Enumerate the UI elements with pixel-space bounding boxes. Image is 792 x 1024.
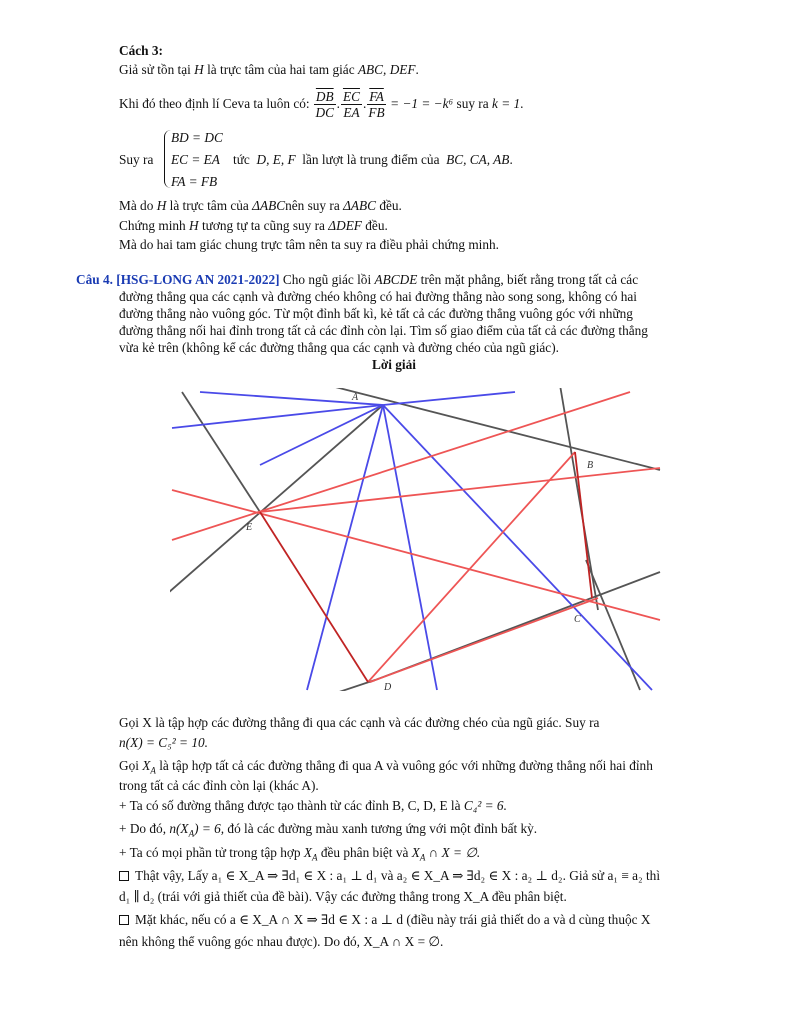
sol-line5: + Ta có số đường thẳng được tạo thành từ các đỉnh B, C, D, E là C₄² = 6. — [119, 798, 507, 813]
method3-title: Cách 3: — [119, 43, 163, 58]
question4-line3: đường thẳng nào vuông góc. Từ một đỉnh bất kì, kẻ tất cả các đường thẳng vuông góc với những — [119, 306, 633, 321]
system-conclusion: tức D, E, F lần lượt là trung điểm của BC, CA, AB. — [233, 152, 513, 167]
blue-line-1 — [172, 405, 383, 428]
sol-line6: + Do đó, $n(X_A) = 6$, đó là các đường màu xanh tương ứng với một đỉnh bất kỳ. — [119, 821, 538, 839]
system-brace — [164, 130, 171, 188]
bullet-box-icon — [119, 871, 129, 881]
red-line-5 — [370, 598, 598, 682]
question4-line1: Câu 4. [HSG-LONG AN 2021-2022] Cho ngũ giác lồi ABCDE trên mặt phẳng, biết rằng trong tất cả các — [76, 272, 639, 287]
method3-system-label: Suy ra — [119, 152, 154, 167]
sol-line1: Gọi X là tập hợp các đường thẳng đi qua các cạnh và các đường chéo của ngũ giác. Suy ra — [119, 715, 600, 730]
sol-line10: Mặt khác, nếu có a ∈ X_A ∩ X ⇒ ∃d ∈ X : a ⊥ d (điều này trái giả thiết do a và d cùng thuộc X — [119, 912, 650, 928]
method3-line6: Mà do hai tam giác chung trực tâm nên ta suy ra điều phải chứng minh. — [119, 237, 499, 252]
method3-line1: Giả sử tồn tại H là trực tâm của hai tam giác ABC, DEF. — [119, 62, 419, 77]
bullet-box-icon — [119, 915, 129, 925]
system-eq3: FA = FB — [171, 174, 218, 189]
blue-line-7 — [260, 405, 383, 465]
method3-line5: Chứng minh H tương tự ta cũng suy ra ΔDEF đều. — [119, 218, 388, 233]
solution-title: Lời giải — [372, 357, 416, 372]
pentagon-figure — [170, 388, 661, 691]
question4-line4: đường thẳng nối hai đỉnh trong tất cả các đỉnh còn lại. Tìm số giao điểm của tất cả các đường thẳng — [119, 323, 648, 338]
sol-line4: trong tất cả các đỉnh còn lại (khác A). — [119, 778, 319, 793]
sol-line3: Gọi $X_A$ là tập hợp tất cả các đường thẳng đi qua A và vuông góc với những đường thẳng nối hai đỉnh — [119, 758, 653, 776]
red-line-3 — [260, 468, 660, 512]
method3-ceva-line: Khi đó theo định lí Ceva ta luôn có: $\frac{\overline{DB}}{DC}$ . $\frac{\overline{EC}}{EA}$ . $\frac{\overline{FA}}{FB}$ = −1 = −k⁶ suy ra k = 1. — [119, 89, 524, 121]
blue-line-2 — [383, 392, 515, 405]
question4-line2: đường thẳng qua các cạnh và đường chéo không có hai đường thẳng nào song song, không có hai — [119, 289, 637, 304]
system-eq1: BD = DC — [171, 130, 223, 145]
darkred-line-BC — [575, 452, 592, 598]
label-B: B — [587, 460, 594, 471]
sol-line7: + Ta có mọi phần tử trong tập hợp $X_A$ đều phân biệt và $X_A$ ∩ X = ∅. — [119, 845, 481, 863]
line-EA-ext — [182, 392, 260, 512]
blue-line-5 — [383, 405, 652, 690]
sol-line2: n(X) = C₅² = 10. — [119, 735, 208, 750]
label-E: E — [246, 522, 253, 533]
system-eq2: EC = EA — [171, 152, 220, 167]
sol-line9: d₁ ∥ d₂ (trái với giả thiết của đề bài). Vậy các đường thẳng trong X_A đều phân biệt. — [119, 889, 567, 904]
label-C: C — [574, 614, 581, 625]
method3-line4: Mà do H là trực tâm của ΔABCnên suy ra ΔABC đều. — [119, 198, 402, 213]
label-A: A — [352, 392, 359, 403]
question4-line5: vừa kẻ trên (không kể các đường thẳng qua các cạnh và đường chéo của ngũ giác). — [119, 340, 559, 355]
sol-line8: Thật vậy, Lấy a₁ ∈ X_A ⇒ ∃d₁ ∈ X : a₁ ⊥ d₁ và a₂ ∈ X_A ⇒ ∃d₂ ∈ X : a₂ ⊥ d₂. Giả sử a₁ ≡ a₂ thì — [119, 868, 660, 884]
label-D: D — [384, 682, 392, 691]
line-C-steep — [586, 560, 640, 690]
sol-line11: nên không thể vuông góc nhau được). Do đó, X_A ∩ X = ∅. — [119, 934, 444, 949]
